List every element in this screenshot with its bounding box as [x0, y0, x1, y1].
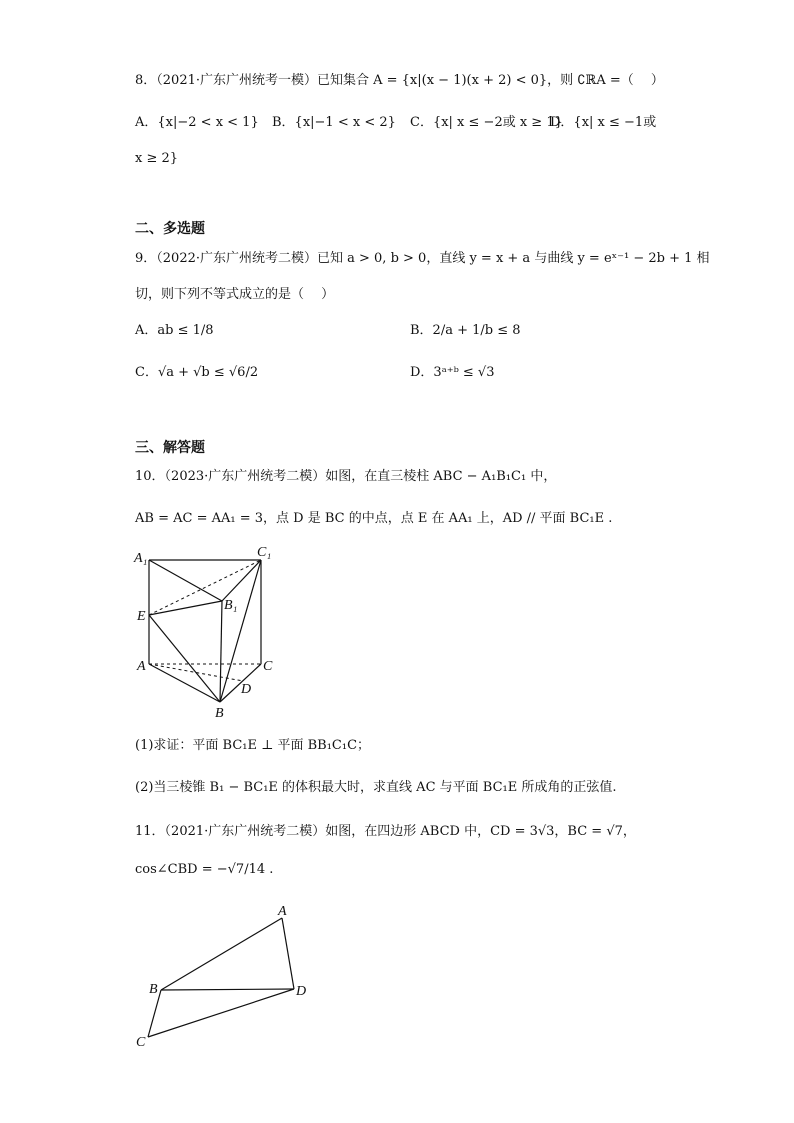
q9-option-c: C．√a + √b ≤ √6/2: [135, 365, 259, 380]
q9-option-b: B．2/a + 1/b ≤ 8: [410, 323, 521, 338]
q8-stem: 8．（2021·广东广州统考一模）已知集合 A = {x|(x − 1)(x + 2) < 0}，则 ∁ℝA =（ ）: [135, 73, 664, 88]
edge-b-c: [148, 990, 161, 1037]
label-a: A: [137, 659, 146, 674]
q10-stem-line2: AB = AC = AA₁ = 3，点 D 是 BC 的中点，点 E 在 AA₁ 上，AD // 平面 BC₁E .: [135, 511, 613, 526]
edge-a1-b1: [149, 560, 222, 601]
edge-b-d: [161, 989, 294, 990]
prism-figure: [120, 540, 290, 725]
q11-stem-line1: 11．（2021·广东广州统考二模）如图，在四边形 ABCD 中，CD = 3√3，BC = √7，: [135, 824, 636, 839]
edge-b-a: [161, 918, 282, 990]
quadrilateral-figure: [130, 900, 320, 1050]
label-a: A: [278, 904, 287, 919]
edge-a-d: [282, 918, 294, 989]
edge-b1-b: [220, 601, 222, 702]
q9-stem-line2: 切，则下列不等式成立的是（ ）: [135, 287, 335, 302]
q9-option-d: D．3ᵃ⁺ᵇ ≤ √3: [410, 365, 495, 380]
label-b: B: [149, 982, 158, 997]
label-c1: C₁: [257, 545, 272, 560]
q11-stem-line2: cos∠CBD = −√7/14 .: [135, 862, 274, 877]
q8-option-d: D．{x| x ≤ −1或: [550, 115, 657, 130]
edge-a-b: [149, 664, 220, 702]
segment-e-c1-hidden: [149, 560, 261, 615]
edge-e-b1: [149, 601, 222, 615]
q10-part2: (2)当三棱锥 B₁ − BC₁E 的体积最大时，求直线 AC 与平面 BC₁E 所成角的正弦值.: [135, 780, 617, 795]
label-c: C: [263, 659, 273, 674]
label-b: B: [215, 706, 224, 721]
section-heading-multiple-choice: 二、多选题: [135, 221, 205, 237]
label-b1: B₁: [224, 598, 238, 613]
q8-option-d-continued: x ≥ 2}: [135, 151, 179, 166]
section-heading-solutions: 三、解答题: [135, 440, 205, 456]
q9-option-a: A．ab ≤ 1/8: [135, 323, 214, 338]
label-e: E: [137, 609, 146, 624]
q10-part1: (1)求证：平面 BC₁E ⊥ 平面 BB₁C₁C；: [135, 738, 371, 753]
label-d: D: [296, 984, 307, 999]
q10-stem-line1: 10．（2023·广东广州统考二模）如图，在直三棱柱 ABC − A₁B₁C₁ 中，: [135, 469, 557, 484]
edge-e-b: [149, 615, 220, 702]
label-a1: A₁: [134, 551, 148, 566]
q8-option-a: A．{x|−2 < x < 1}: [135, 115, 259, 130]
label-d: D: [241, 682, 252, 697]
edge-c-d: [148, 989, 294, 1037]
q9-stem-line1: 9．（2022·广东广州统考二模）已知 a > 0, b > 0，直线 y = x + a 与曲线 y = eˣ⁻¹ − 2b + 1 相: [135, 251, 710, 266]
q8-option-c: C．{x| x ≤ −2或 x ≥ 1}: [410, 115, 563, 130]
label-c: C: [136, 1035, 146, 1050]
q8-option-b: B．{x|−1 < x < 2}: [272, 115, 396, 130]
